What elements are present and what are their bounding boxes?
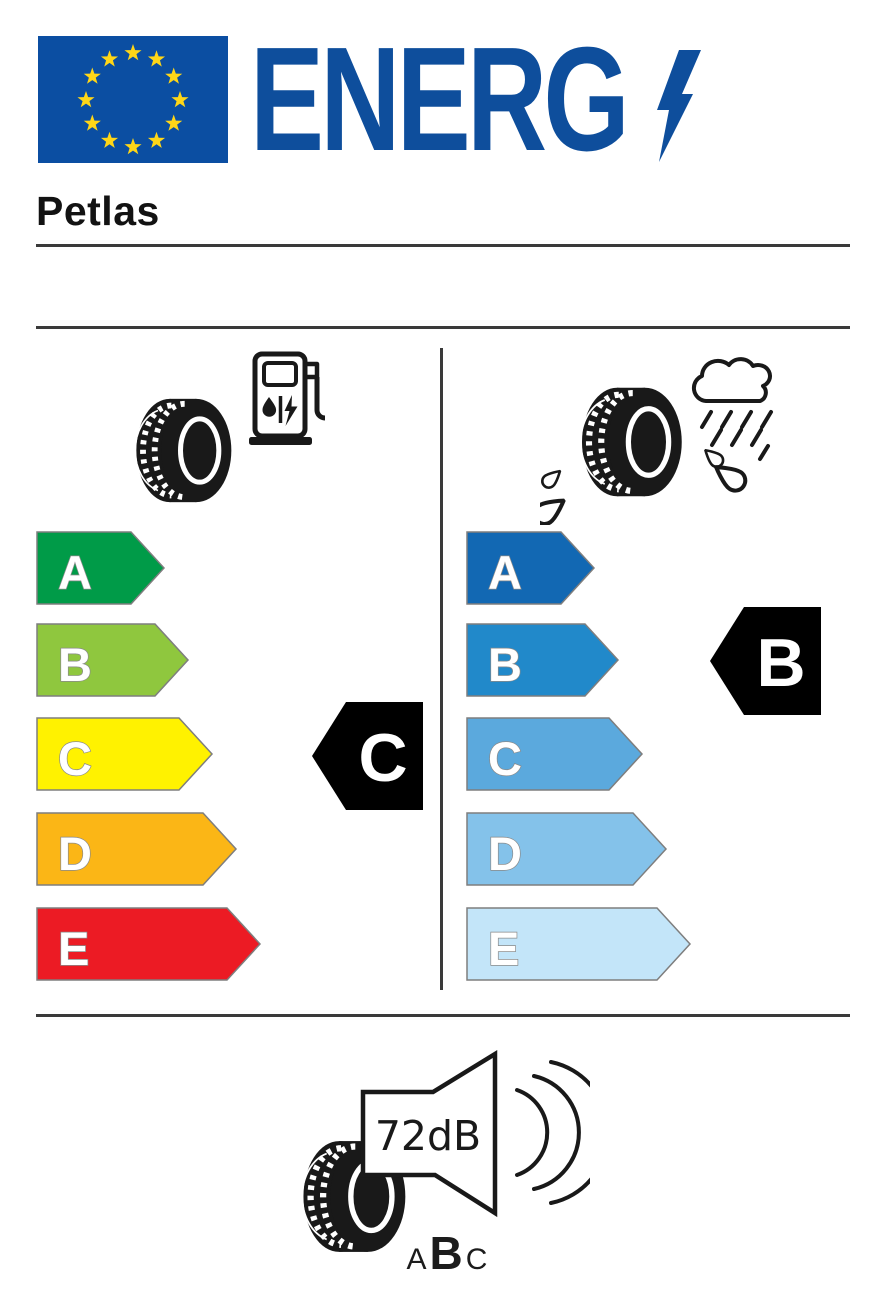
noise-class-c: C <box>465 1243 488 1276</box>
grade-letter: D <box>488 827 522 880</box>
grade-letter: B <box>488 638 522 691</box>
grade-letter: C <box>488 732 522 785</box>
fuel-efficiency-scale <box>36 531 276 983</box>
wet-grip-scale <box>466 531 706 983</box>
tire-icon <box>581 388 682 497</box>
wet-grade-arrow-d <box>466 812 668 886</box>
wet-grade-arrow-e <box>466 907 692 981</box>
fuel-rating-badge <box>311 701 424 811</box>
fuel-grade-arrow-c <box>36 717 214 791</box>
energ-logo-text: ENERG <box>250 16 626 182</box>
grade-arrow-shape <box>37 532 164 604</box>
wet-grade-arrow-a <box>466 531 596 605</box>
grade-letter: E <box>58 922 90 975</box>
grade-letter: A <box>488 546 522 599</box>
grade-letter: C <box>58 732 92 785</box>
column-divider <box>440 348 443 990</box>
wet-grade-arrow-c <box>466 717 644 791</box>
header-rule <box>36 244 850 247</box>
section-top-rule <box>36 326 850 329</box>
fuel-rating-letter: C <box>358 720 408 796</box>
wet-grade-arrow-b <box>466 623 620 697</box>
lightning-bolt-icon <box>649 49 701 163</box>
noise-class-b-selected: B <box>429 1227 463 1279</box>
sound-waves-icon <box>517 1062 590 1203</box>
wet-grip-rating-letter: B <box>756 625 806 701</box>
fuel-efficiency-pictogram <box>130 348 330 538</box>
fuel-grade-arrow-d <box>36 812 238 886</box>
rain-cloud-icon <box>694 359 771 459</box>
noise-class-labels <box>377 1226 517 1280</box>
grade-letter: A <box>58 546 92 599</box>
fuel-pump-icon <box>249 354 325 445</box>
fuel-grade-arrow-e <box>36 907 262 981</box>
eu-flag <box>38 36 228 163</box>
grade-letter: D <box>58 827 92 880</box>
fuel-grade-arrow-a <box>36 531 166 605</box>
noise-class-a: A <box>406 1243 427 1276</box>
brand-name: Petlas <box>36 188 160 234</box>
noise-level-value: 72dB <box>374 1112 482 1160</box>
grade-letter: B <box>58 638 92 691</box>
fuel-grade-arrow-b <box>36 623 190 697</box>
wet-grip-pictogram <box>540 345 790 525</box>
wet-grip-rating-badge <box>709 606 822 716</box>
grade-letter: E <box>488 922 520 975</box>
noise-section-rule <box>36 1014 850 1017</box>
tire-icon <box>135 399 231 502</box>
grade-arrow-shape <box>467 532 594 604</box>
